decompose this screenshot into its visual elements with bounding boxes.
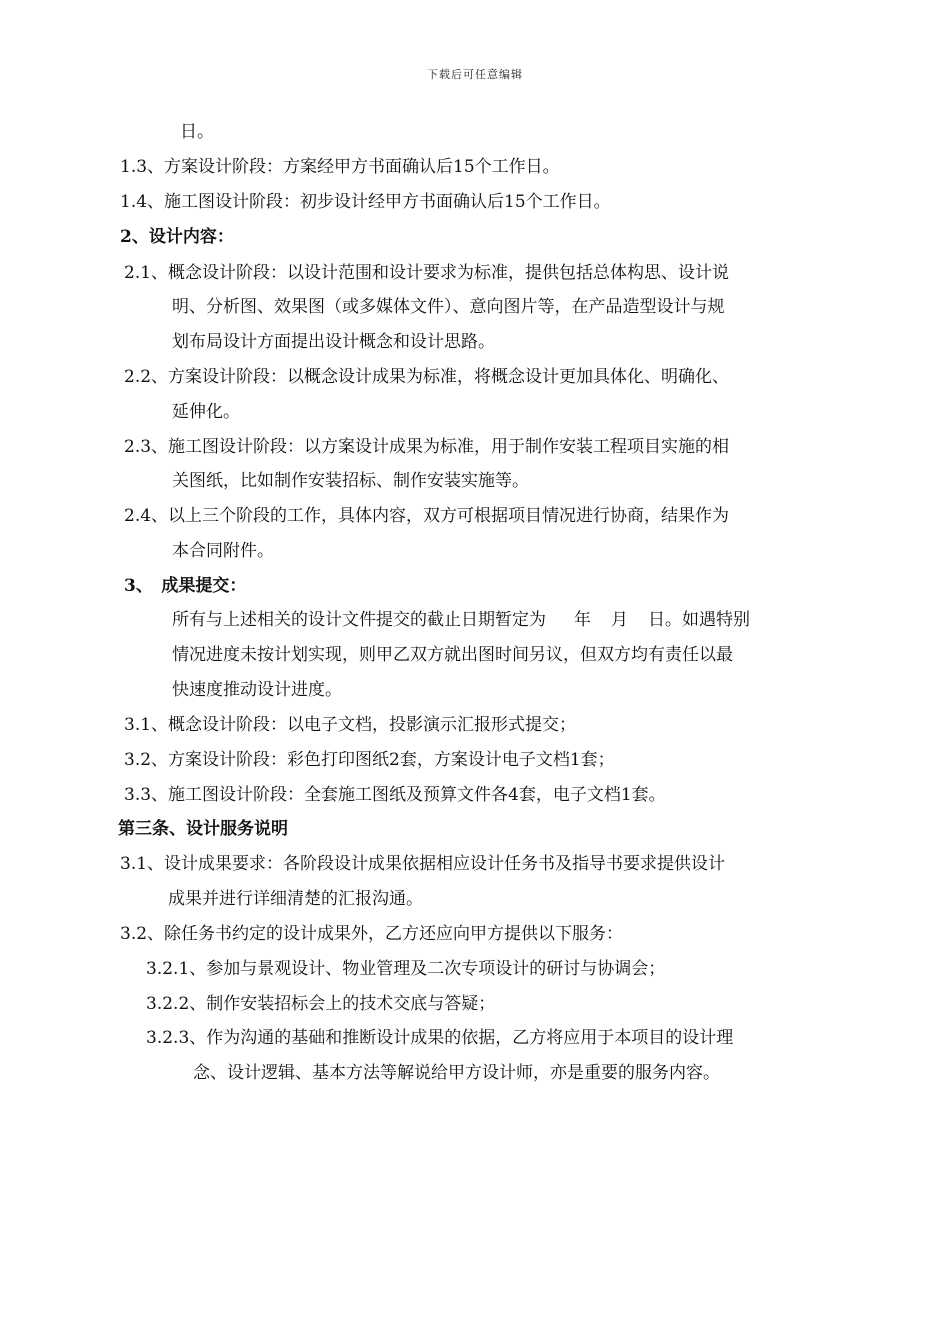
text-line: 情况进度未按计划实现，则甲乙双方就出图时间另议，但双方均有责任以最 [172, 645, 733, 665]
page-header: 下载后可任意编辑 [427, 68, 523, 81]
section-heading: 3、 成果提交： [124, 576, 247, 596]
text-line: 关图纸，比如制作安装招标、制作安装实施等。 [172, 471, 529, 491]
section-heading: 第三条、设计服务说明 [118, 819, 288, 839]
text-segment: 月 [611, 610, 628, 630]
text-line: 3.2.3、作为沟通的基础和推断设计成果的依据，乙方将应用于本项目的设计理 [146, 1028, 734, 1048]
text-segment: 所有与上述相关的设计文件提交的截止日期暂定为 [172, 610, 546, 630]
text-line: 念、设计逻辑、基本方法等解说给甲方设计师，亦是重要的服务内容。 [193, 1063, 720, 1083]
section-heading: 2、设计内容： [120, 227, 234, 247]
text-line: 本合同附件。 [172, 541, 274, 561]
text-segment: 年 [574, 610, 591, 630]
text-line: 延伸化。 [172, 402, 240, 422]
text-line: 2.4、以上三个阶段的工作，具体内容，双方可根据项目情况进行协商，结果作为 [124, 506, 730, 526]
text-line: 3.2.2、制作安装招标会上的技术交底与答疑； [146, 994, 496, 1014]
text-line: 1.4、施工图设计阶段：初步设计经甲方书面确认后15个工作日。 [120, 192, 611, 212]
text-line: 3.2.1、参加与景观设计、物业管理及二次专项设计的研讨与协调会； [146, 959, 666, 979]
text-line: 快速度推动设计进度。 [172, 680, 342, 700]
text-line: 2.2、方案设计阶段：以概念设计成果为标准，将概念设计更加具体化、明确化、 [124, 367, 730, 387]
text-line: 3.2、除任务书约定的设计成果外，乙方还应向甲方提供以下服务： [120, 924, 624, 944]
text-line: 3.2、方案设计阶段：彩色打印图纸2套，方案设计电子文档1套； [124, 750, 615, 770]
text-line: 划布局设计方面提出设计概念和设计思路。 [172, 332, 495, 352]
text-line: 3.1、概念设计阶段：以电子文档，投影演示汇报形式提交； [124, 715, 577, 735]
text-line: 1.3、方案设计阶段：方案经甲方书面确认后15个工作日。 [120, 157, 560, 177]
text-line: 成果并进行详细清楚的汇报沟通。 [168, 889, 423, 909]
text-line: 2.1、概念设计阶段：以设计范围和设计要求为标准，提供包括总体构思、设计说 [124, 263, 730, 283]
text-line [172, 609, 750, 631]
text-line: 3.3、施工图设计阶段：全套施工图纸及预算文件各4套，电子文档1套。 [124, 785, 666, 805]
text-line: 3.1、设计成果要求：各阶段设计成果依据相应设计任务书及指导书要求提供设计 [120, 854, 726, 874]
text-line: 明、分析图、效果图（或多媒体文件）、意向图片等，在产品造型设计与规 [172, 297, 725, 317]
text-segment: 日。如遇特别 [648, 610, 750, 630]
text-line: 日。 [180, 122, 214, 142]
text-line: 2.3、施工图设计阶段：以方案设计成果为标准，用于制作安装工程项目实施的相 [124, 437, 730, 457]
